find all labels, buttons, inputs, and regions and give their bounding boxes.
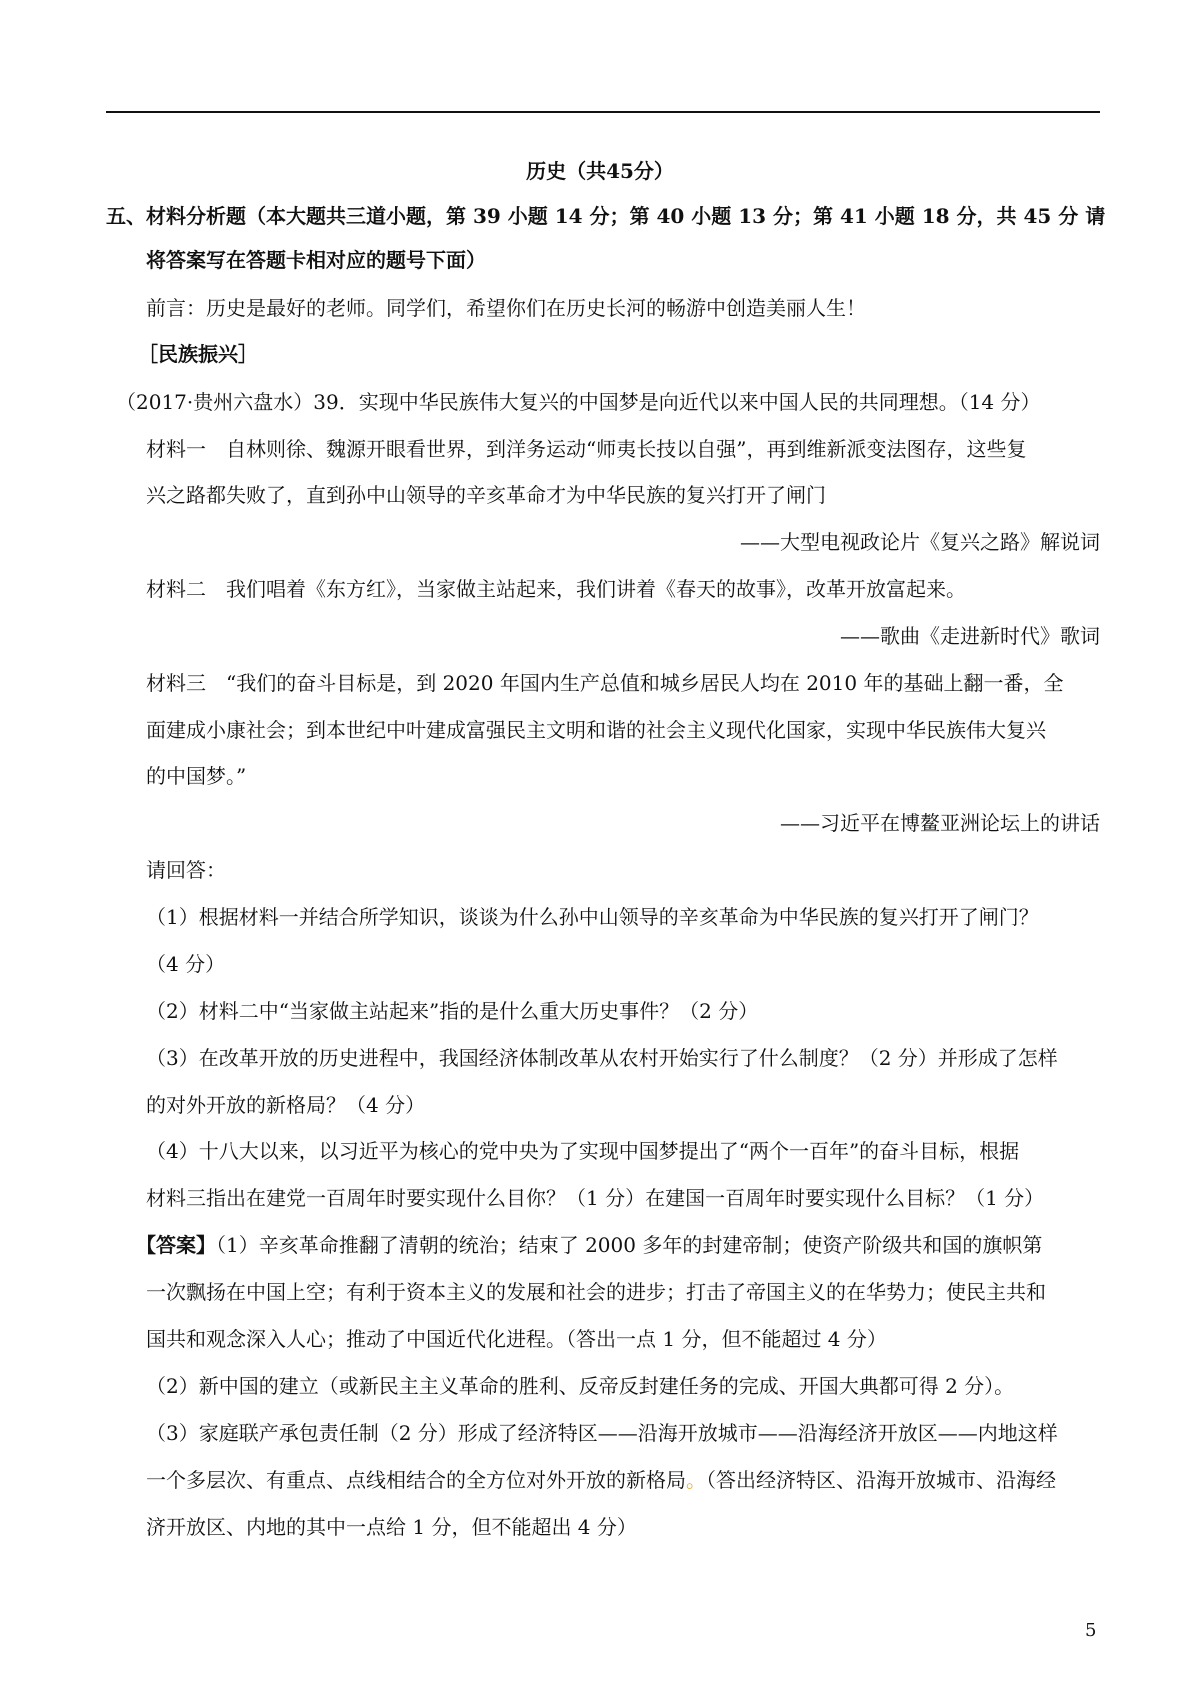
q2: （2）材料二中“当家做主站起来”指的是什么重大历史事件？（2 分）: [146, 999, 759, 1023]
answer-a1-text: （1）辛亥革命推翻了清朝的统治；结束了 2000 多年的封建帝制；使资产阶级共和国的旗帜第: [216, 1233, 1043, 1257]
material3-line2: 面建成小康社会；到本世纪中叶建成富强民主文明和谐的社会主义现代化国家，实现中华民族伟大复兴: [146, 718, 1046, 742]
material1-source: ——大型电视政论片《复兴之路》解说词: [740, 530, 1100, 554]
answer-a1-line3: 国共和观念深入人心；推动了中国近代化进程。（答出一点 1 分，但不能超过 4 分）: [146, 1327, 887, 1351]
q4-line1: （4）十八大以来，以习近平为核心的党中央为了实现中国梦提出了“两个一百年”的奋斗目标，根据: [146, 1139, 1020, 1163]
q3-line1: （3）在改革开放的历史进程中，我国经济体制改革从农村开始实行了什么制度？（2 分）并形成了怎样: [146, 1046, 1058, 1070]
section-title: 历史（共45分）: [526, 159, 674, 183]
answer-a3-line2-part1: 一个多层次、有重点、点线相结合的全方位对外开放的新格局: [146, 1468, 686, 1492]
answer-a1-line1: [136, 1232, 1042, 1258]
material3-source: ——习近平在博鳌亚洲论坛上的讲话: [780, 811, 1100, 835]
q4-line2: 材料三指出在建党一百周年时要实现什么目你？（1 分）在建国一百周年时要实现什么目标？（1 分）: [146, 1186, 1045, 1210]
material2-source: ——歌曲《走进新时代》歌词: [840, 624, 1100, 648]
q1-line2: （4 分）: [146, 952, 226, 976]
material1-line2: 兴之路都失败了，直到孙中山领导的辛亥革命才为中华民族的复兴打开了闸门: [146, 483, 826, 507]
answer-a1-line2: 一次飘扬在中国上空；有利于资本主义的发展和社会的进步；打击了帝国主义的在华势力；使民主共和: [146, 1280, 1046, 1304]
q1-line1: （1）根据材料一并结合所学知识，谈谈为什么孙中山领导的辛亥革命为中华民族的复兴打开了闸门？: [146, 905, 1039, 929]
answer-a2: （2）新中国的建立（或新民主主义革命的胜利、反帝反封建任务的完成、开国大典都可得 2 分）。: [146, 1374, 1015, 1398]
material1-line1: 材料一 自林则徐、魏源开眼看世界，到洋务运动“师夷长技以自强”，再到维新派变法图存，这些复: [146, 437, 1027, 461]
topic-label: ［民族振兴］: [138, 342, 258, 366]
answer-a3-line2-mark: 。: [686, 1468, 706, 1492]
question-stem: （2017·贵州六盘水）39．实现中华民族伟大复兴的中国梦是向近代以来中国人民的共同理想。（14 分）: [116, 390, 1041, 414]
answer-a3-line2: [146, 1467, 1056, 1493]
answer-label: 【答案】: [136, 1233, 216, 1257]
material3-line3: 的中国梦。”: [146, 764, 247, 788]
material2-line1: 材料二 我们唱着《东方红》，当家做主站起来，我们讲着《春天的故事》，改革开放富起来。: [146, 577, 966, 601]
material3-line1: 材料三 “我们的奋斗目标是，到 2020 年国内生产总值和城乡居民人均在 2010 年的基础上翻一番，全: [146, 671, 1064, 695]
preface: 前言：历史是最好的老师。同学们，希望你们在历史长河的畅游中创造美丽人生！: [146, 296, 866, 320]
answer-prompt: 请回答：: [146, 858, 226, 882]
answer-a3-line3: 济开放区、内地的其中一点给 1 分，但不能超出 4 分）: [146, 1515, 637, 1539]
header-rule: [106, 111, 1100, 113]
answer-a3-line2-part2: （答出经济特区、沿海开放城市、沿海经: [706, 1468, 1056, 1492]
part-heading-line2: 将答案写在答题卡相对应的题号下面）: [146, 248, 486, 272]
page-number: 5: [1085, 1620, 1097, 1641]
part-heading-line1: 五、材料分析题（本大题共三道小题，第 39 小题 14 分；第 40 小题 13 分；第 41 小题 18 分，共 45 分 请: [106, 204, 1106, 228]
answer-a3-line1: （3）家庭联产承包责任制（2 分）形成了经济特区——沿海开放城市——沿海经济开放区——内地这样: [146, 1421, 1058, 1445]
q3-line2: 的对外开放的新格局？（4 分）: [146, 1093, 426, 1117]
